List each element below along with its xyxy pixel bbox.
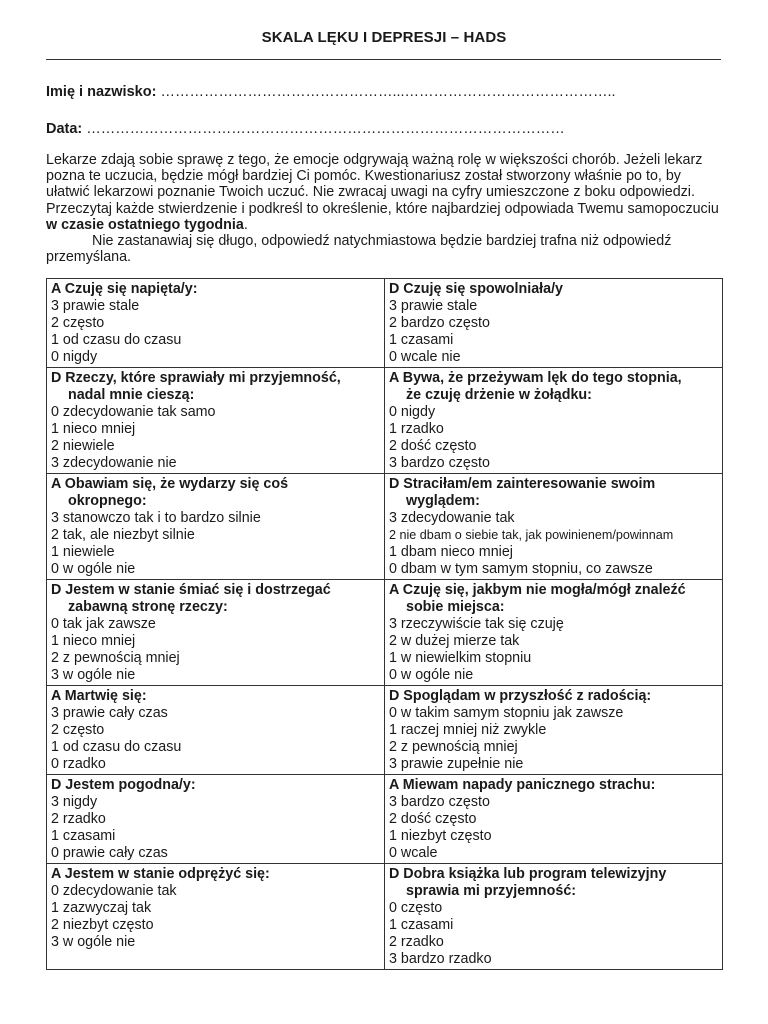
answer-option[interactable]: 1 czasami <box>51 828 116 844</box>
question-cell <box>385 368 723 474</box>
question-line: D Rzeczy, które sprawiały mi przyjemność, <box>51 370 341 386</box>
answer-option[interactable]: 0 zdecydowanie tak <box>51 883 177 899</box>
answer-option[interactable]: 0 wcale nie <box>389 349 461 365</box>
answer-option[interactable]: 2 rzadko <box>389 934 444 950</box>
question-text <box>389 281 718 298</box>
answer-option[interactable]: 2 niewiele <box>51 438 115 454</box>
question-line: A Obawiam się, że wydarzy się coś <box>51 476 289 492</box>
table-row <box>47 775 723 864</box>
question-line-continued: zabawną stronę rzeczy: <box>68 599 228 615</box>
answer-option[interactable]: 0 często <box>389 900 443 916</box>
question-cell <box>385 474 723 580</box>
question-cell <box>47 279 385 368</box>
answer-option[interactable]: 0 dbam w tym samym stopniu, co zawsze <box>389 561 653 577</box>
table-row <box>47 279 723 368</box>
answer-option[interactable]: 1 czasami <box>389 332 454 348</box>
instructions-period: . <box>243 216 248 233</box>
question-line-continued: że czuję drżenie w żołądku: <box>406 387 592 403</box>
answer-option[interactable]: 3 bardzo często <box>389 794 490 810</box>
question-text <box>389 866 718 900</box>
answer-option[interactable]: 3 prawie stale <box>389 298 478 314</box>
answer-option[interactable]: 3 stanowczo tak i to bardzo silnie <box>51 510 261 526</box>
answer-option[interactable]: 3 w ogóle nie <box>51 667 136 683</box>
table-row <box>47 864 723 970</box>
answer-option[interactable]: 1 od czasu do czasu <box>51 332 182 348</box>
answer-option[interactable]: 3 bardzo rzadko <box>389 951 492 967</box>
page-title: SKALA LĘKU I DEPRESJI – HADS <box>261 29 507 46</box>
question-text <box>51 476 380 510</box>
answer-option[interactable]: 3 nigdy <box>51 794 98 810</box>
answer-option[interactable]: 1 czasami <box>389 917 454 933</box>
question-text <box>389 370 718 404</box>
name-dotted-line[interactable]: …………………………………………...…………………………………….. <box>160 84 616 100</box>
answer-option[interactable]: 2 dość często <box>389 811 477 827</box>
answer-option[interactable]: 2 bardzo często <box>389 315 490 331</box>
question-line: A Czuję się, jakbym nie mogła/mógł znaleźć <box>389 582 686 598</box>
question-cell <box>385 279 723 368</box>
question-line: A Czuję się napięta/y: <box>51 281 198 297</box>
answer-option[interactable]: 3 prawie cały czas <box>51 705 168 721</box>
question-text <box>51 777 380 794</box>
question-line: D Jestem pogodna/y: <box>51 777 196 793</box>
answer-option[interactable]: 0 nigdy <box>389 404 436 420</box>
answer-option[interactable]: 0 w ogóle nie <box>389 667 474 683</box>
question-text <box>51 582 380 616</box>
answer-option[interactable]: 2 nie dbam o siebie tak, jak powinienem/powinnam <box>389 528 674 542</box>
question-cell <box>385 686 723 775</box>
question-cell <box>47 474 385 580</box>
question-line: D Spoglądam w przyszłość z radością: <box>389 688 652 704</box>
question-line: D Straciłam/em zainteresowanie swoim <box>389 476 656 492</box>
answer-option[interactable]: 0 nigdy <box>51 349 98 365</box>
question-line: A Jestem w stanie odprężyć się: <box>51 866 270 882</box>
question-text <box>389 688 718 705</box>
name-label: Imię i nazwisko: <box>46 84 157 100</box>
answer-option[interactable]: 2 z pewnością mniej <box>389 739 518 755</box>
answer-option[interactable]: 1 w niewielkim stopniu <box>389 650 532 666</box>
answer-option[interactable]: 2 tak, ale niezbyt silnie <box>51 527 195 543</box>
table-row <box>47 368 723 474</box>
answer-option[interactable]: 1 nieco mniej <box>51 421 136 437</box>
answer-option[interactable]: 2 niezbyt często <box>51 917 154 933</box>
question-cell <box>47 775 385 864</box>
answer-option[interactable]: 0 w ogóle nie <box>51 561 136 577</box>
instructions-paragraph-1 <box>46 152 726 233</box>
question-text <box>51 281 380 298</box>
question-line-continued: sprawia mi przyjemność: <box>406 883 577 899</box>
date-label: Data: <box>46 121 83 137</box>
question-line: D Czuję się spowolniała/y <box>389 281 563 297</box>
question-cell <box>47 864 385 970</box>
date-dotted-line[interactable]: ……………………………………………………………………………………… <box>86 121 565 137</box>
question-text <box>51 370 380 404</box>
instructions-text: Lekarze zdają sobie sprawę z tego, że emocje odgrywają ważną rolę w większości chorób. Jeżeli lekarz pozna te uczucia, będzie mógł bardziej Ci pomóc. Kwestionariusz został stworzony właśnie po to, by ułatwić lekarzowi poznanie Twoich uczuć. Nie zwracaj uwagi na cyfry umieszczone z boku odpowiedzi. Przeczytaj każde stwierdzenie i podkreśl to określenie, które najbardziej odpowiada Twemu samopoczuciu <box>46 152 719 217</box>
answer-option[interactable]: 1 nieco mniej <box>51 633 136 649</box>
question-line-continued: sobie miejsca: <box>406 599 505 615</box>
answer-option[interactable]: 3 zdecydowanie nie <box>51 455 177 471</box>
answer-option[interactable]: 1 niewiele <box>51 544 115 560</box>
table-row <box>47 474 723 580</box>
question-text <box>389 777 718 794</box>
question-cell <box>47 686 385 775</box>
table-row <box>47 580 723 686</box>
answer-option[interactable]: 0 zdecydowanie tak samo <box>51 404 216 420</box>
question-cell <box>385 775 723 864</box>
question-line: D Dobra książka lub program telewizyjny <box>389 866 667 882</box>
questionnaire-table <box>46 278 723 970</box>
title-divider <box>46 59 721 60</box>
answer-option[interactable]: 1 niezbyt często <box>389 828 492 844</box>
name-field[interactable] <box>46 84 616 100</box>
question-cell <box>385 580 723 686</box>
answer-option[interactable]: 1 rzadko <box>389 421 444 437</box>
question-cell <box>47 368 385 474</box>
instructions-emphasis: w czasie ostatniego tygodnia <box>46 216 244 233</box>
answer-option[interactable]: 3 bardzo często <box>389 455 490 471</box>
answer-option[interactable]: 2 w dużej mierze tak <box>389 633 520 649</box>
question-line-continued: wyglądem: <box>406 493 480 509</box>
answer-option[interactable]: 0 rzadko <box>51 756 106 772</box>
question-text <box>51 688 380 705</box>
question-line-continued: nadal mnie cieszą: <box>68 387 195 403</box>
date-field[interactable] <box>46 121 565 137</box>
question-text <box>389 476 718 510</box>
question-line-continued: okropnego: <box>68 493 147 509</box>
question-line: A Martwię się: <box>51 688 147 704</box>
answer-option[interactable]: 2 często <box>51 315 105 331</box>
answer-option[interactable]: 3 prawie stale <box>51 298 140 314</box>
answer-option[interactable]: 3 zdecydowanie tak <box>389 510 515 526</box>
instructions-paragraph-2: Nie zastanawiaj się długo, odpowiedź natychmiastowa będzie bardziej trafna niż odpowiedź przemyślana. <box>46 233 672 266</box>
question-cell <box>385 864 723 970</box>
answer-option[interactable]: 1 zazwyczaj tak <box>51 900 152 916</box>
answer-option[interactable]: 0 wcale <box>389 845 438 861</box>
question-line: A Miewam napady panicznego strachu: <box>389 777 656 793</box>
question-text <box>51 866 380 883</box>
question-cell <box>47 580 385 686</box>
table-row <box>47 686 723 775</box>
answer-option[interactable]: 1 dbam nieco mniej <box>389 544 513 560</box>
question-line: D Jestem w stanie śmiać się i dostrzegać <box>51 582 331 598</box>
answer-option[interactable]: 1 raczej mniej niż zwykle <box>389 722 547 738</box>
answer-option[interactable]: 0 tak jak zawsze <box>51 616 156 632</box>
answer-option[interactable]: 3 prawie zupełnie nie <box>389 756 524 772</box>
answer-option[interactable]: 0 w takim samym stopniu jak zawsze <box>389 705 624 721</box>
answer-option[interactable]: 2 często <box>51 722 105 738</box>
question-text <box>389 582 718 616</box>
answer-option[interactable]: 2 z pewnością mniej <box>51 650 180 666</box>
answer-option[interactable]: 3 w ogóle nie <box>51 934 136 950</box>
answer-option[interactable]: 2 dość często <box>389 438 477 454</box>
answer-option[interactable]: 2 rzadko <box>51 811 106 827</box>
question-line: A Bywa, że przeżywam lęk do tego stopnia, <box>389 370 682 386</box>
instructions <box>46 152 726 265</box>
answer-option[interactable]: 1 od czasu do czasu <box>51 739 182 755</box>
answer-option[interactable]: 3 rzeczywiście tak się czuję <box>389 616 564 632</box>
answer-option[interactable]: 0 prawie cały czas <box>51 845 168 861</box>
